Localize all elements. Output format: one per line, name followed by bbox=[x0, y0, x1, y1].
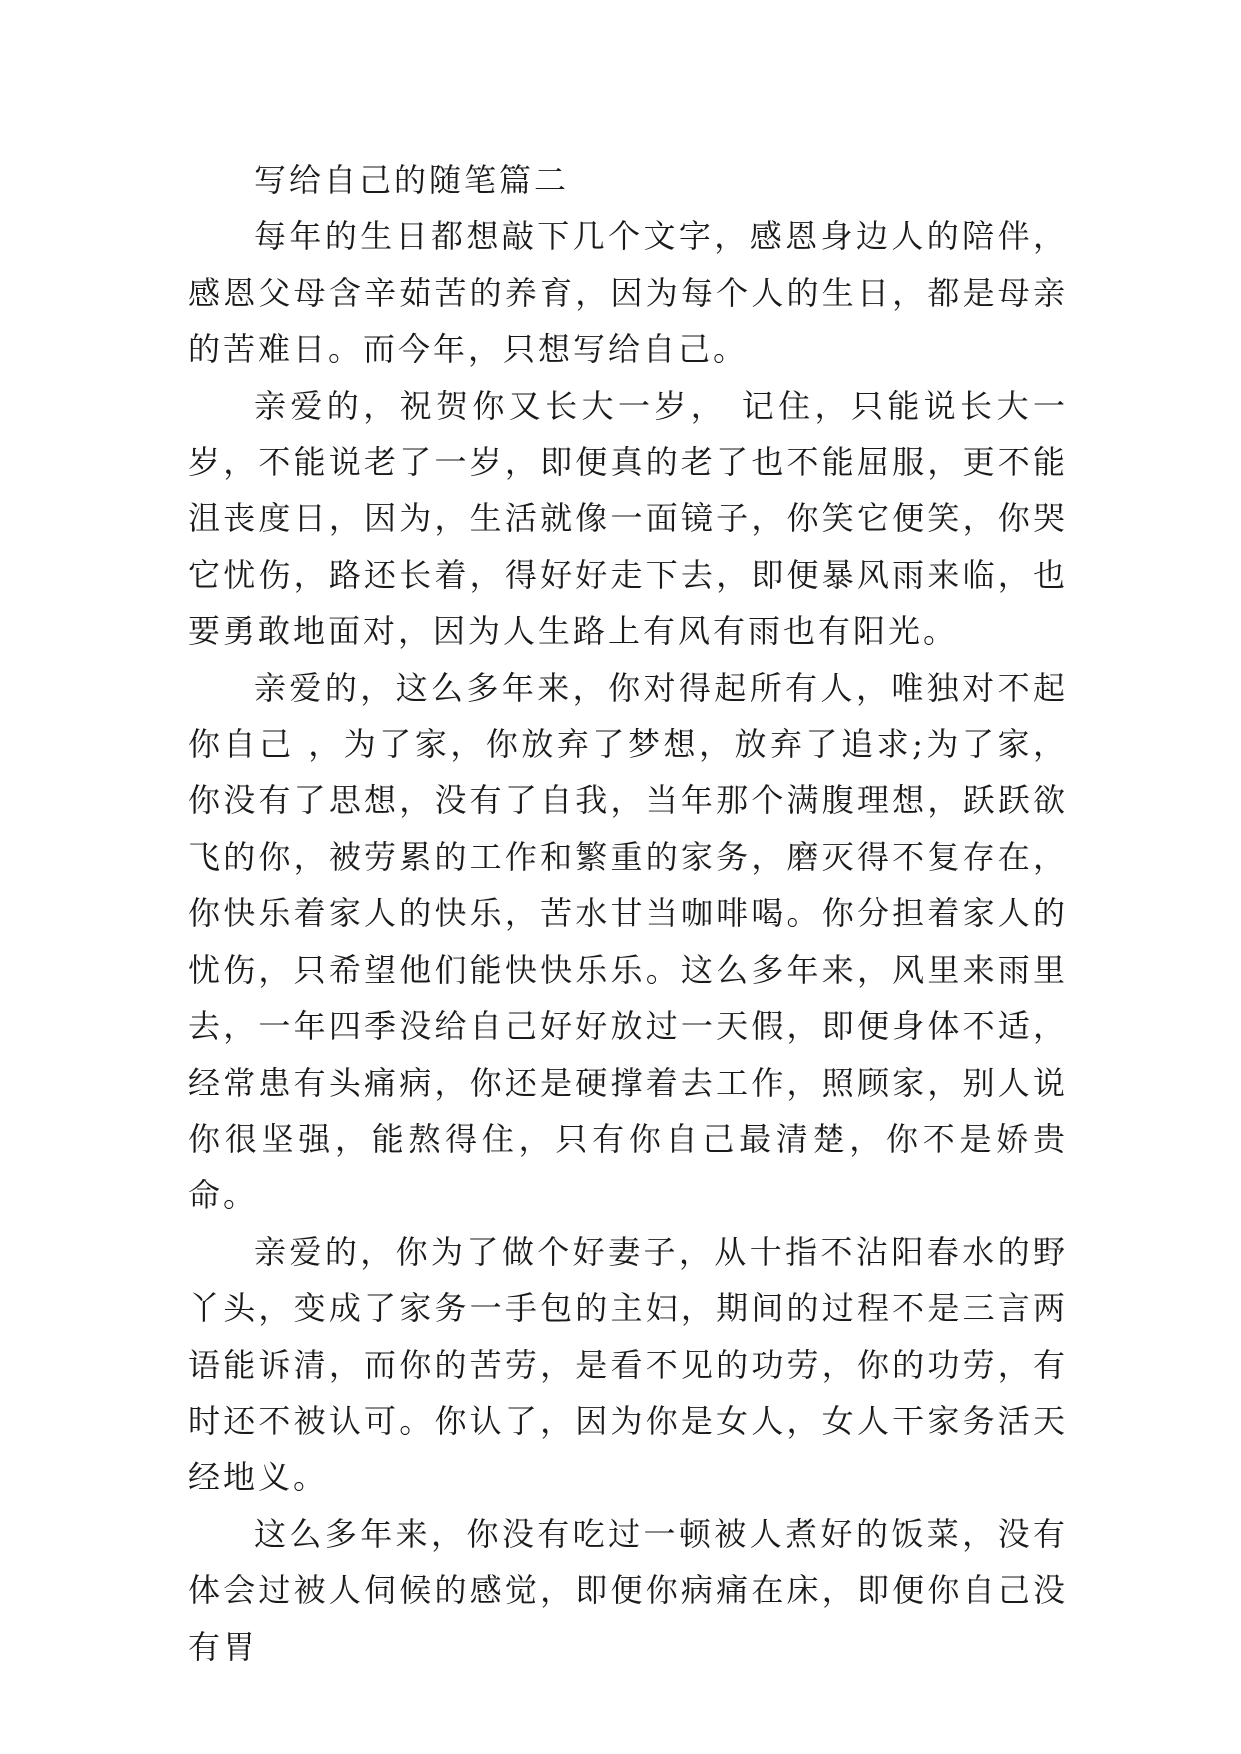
document-title: 写给自己的随笔篇二 bbox=[254, 161, 570, 199]
paragraph-4: 亲爱的，你为了做个好妻子，从十指不沾阳春水的野丫头，变成了家务一手包的主妇，期间的过程不是三言两语能诉清，而你的苦劳，是看不见的功劳，你的功劳，有时还不被认可。你认了，因为你是女人，女人干家务活天经地义。 bbox=[188, 1232, 1068, 1497]
paragraph-5: 这么多年来，你没有吃过一顿被人煮好的饭菜，没有体会过被人伺候的感觉，即便你病痛在床，即便你自己没有胃 bbox=[188, 1514, 1068, 1666]
document-body bbox=[188, 152, 1068, 1675]
paragraph-3: 亲爱的，这么多年来，你对得起所有人，唯独对不起你自己 ，为了家，你放弃了梦想，放弃了追求;为了家，你没有了思想，没有了自我，当年那个满腹理想，跃跃欲飞的你，被劳累的工作和繁重的家务，磨灭得不复存在，你快乐着家人的快乐，苦水甘当咖啡喝。你分担着家人的忧伤，只希望他们能快快乐乐。这么多年来，风里来雨里去，一年四季没给自己好好放过一天假，即便身体不适，经常患有头痛病，你还是硬撑着去工作，照顾家，别人说你很坚强，能熬得住，只有你自己最清楚，你不是娇贵命。 bbox=[188, 668, 1068, 1215]
paragraph-1: 每年的生日都想敲下几个文字，感恩身边人的陪伴，感恩父母含辛茹苦的养育，因为每个人的生日，都是母亲的苦难日。而今年，只想写给自己。 bbox=[188, 217, 1068, 369]
paragraph-2: 亲爱的，祝贺你又长大一岁， 记住，只能说长大一岁，不能说老了一岁，即便真的老了也不能屈服，更不能沮丧度日，因为，生活就像一面镜子，你笑它便笑，你哭它忧伤，路还长着，得好好走下去，即便暴风雨来临，也要勇敢地面对，因为人生路上有风有雨也有阳光。 bbox=[188, 386, 1068, 651]
